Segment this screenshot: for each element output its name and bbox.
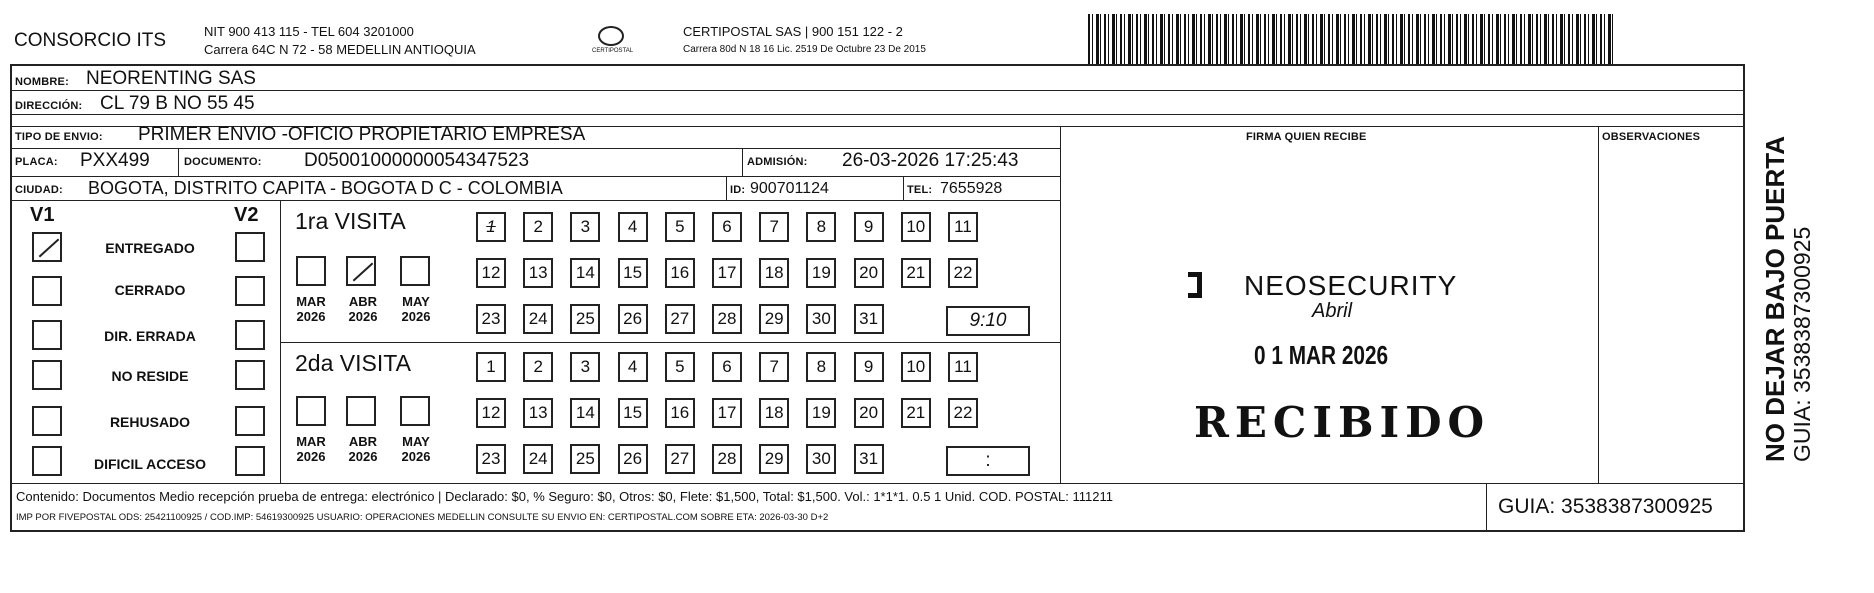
documento-value: D05001000000054347523 <box>304 150 530 171</box>
segunda-visita-day-10[interactable]: 10 <box>901 352 931 382</box>
nit-line: NIT 900 413 115 - TEL 604 3201000 <box>204 24 414 39</box>
primera-visita-day-2[interactable]: 2 <box>523 212 553 242</box>
primera-visita-day-13[interactable]: 13 <box>523 258 553 288</box>
v2-mes-mar: MAR 2026 <box>296 434 326 464</box>
ciudad-label: CIUDAD: <box>15 184 63 196</box>
primera-visita-day-8[interactable]: 8 <box>806 212 836 242</box>
certipostal-line: CERTIPOSTAL SAS | 900 151 122 - 2 <box>683 24 903 39</box>
segunda-visita-day-21[interactable]: 21 <box>901 398 931 428</box>
status-dir-errada: DIR. ERRADA <box>104 328 196 344</box>
segunda-visita-day-12[interactable]: 12 <box>476 398 506 428</box>
segunda-visita-title: 2da VISITA <box>295 350 411 376</box>
segunda-visita-day-29[interactable]: 29 <box>759 444 789 474</box>
segunda-visita-hora[interactable]: : <box>946 446 1030 476</box>
nombre-label: NOMBRE: <box>15 76 69 88</box>
primera-visita-day-26[interactable]: 26 <box>618 304 648 334</box>
license-line: Carrera 80d N 18 16 Lic. 2519 De Octubre 23 De 2015 <box>683 44 926 55</box>
v2-mes-abr: ABR 2026 <box>348 434 378 464</box>
v1-dir-errada-checkbox[interactable] <box>32 320 62 350</box>
status-cerrado: CERRADO <box>114 282 186 298</box>
primera-visita-title: 1ra VISITA <box>295 208 406 234</box>
segunda-visita-day-16[interactable]: 16 <box>665 398 695 428</box>
stamp-handwritten: Abril <box>1312 300 1353 322</box>
primera-visita-day-24[interactable]: 24 <box>523 304 553 334</box>
primera-visita-day-3[interactable]: 3 <box>570 212 600 242</box>
segunda-visita-day-8[interactable]: 8 <box>806 352 836 382</box>
segunda-visita-day-3[interactable]: 3 <box>570 352 600 382</box>
primera-visita-day-15[interactable]: 15 <box>618 258 648 288</box>
segunda-visita-day-13[interactable]: 13 <box>523 398 553 428</box>
segunda-visita-day-22[interactable]: 22 <box>948 398 978 428</box>
tipo-envio-label: TIPO DE ENVIO: <box>15 131 103 143</box>
segunda-visita-day-1[interactable]: 1 <box>476 352 506 382</box>
v2-mes-may-checkbox[interactable] <box>400 396 430 426</box>
v1-mes-mar: MAR 2026 <box>296 294 326 324</box>
segunda-visita-day-9[interactable]: 9 <box>854 352 884 382</box>
segunda-visita-day-17[interactable]: 17 <box>712 398 742 428</box>
footer-guia: GUIA: 3538387300925 <box>1498 495 1713 518</box>
segunda-visita-day-27[interactable]: 27 <box>665 444 695 474</box>
v1-mes-may: MAY 2026 <box>401 294 431 324</box>
segunda-visita-day-4[interactable]: 4 <box>618 352 648 382</box>
v2-rehusado-checkbox[interactable] <box>235 406 265 436</box>
primera-visita-day-16[interactable]: 16 <box>665 258 695 288</box>
stamp-company: NEOSECURITY <box>1244 270 1458 301</box>
columna-firma: FIRMA QUIEN RECIBE <box>1246 131 1367 143</box>
segunda-visita-day-26[interactable]: 26 <box>618 444 648 474</box>
company-name: CONSORCIO ITS <box>14 30 167 51</box>
primera-visita-day-31[interactable]: 31 <box>854 304 884 334</box>
v1-mes-may-checkbox[interactable] <box>400 256 430 286</box>
segunda-visita-day-19[interactable]: 19 <box>806 398 836 428</box>
columna-observaciones: OBSERVACIONES <box>1602 131 1701 143</box>
v1-dificil-acceso-checkbox[interactable] <box>32 446 62 476</box>
segunda-visita-day-11[interactable]: 11 <box>948 352 978 382</box>
status-no-reside: NO RESIDE <box>111 368 189 384</box>
v1-mes-abr: ABR 2026 <box>348 294 378 324</box>
segunda-visita-day-7[interactable]: 7 <box>759 352 789 382</box>
primera-visita-day-29[interactable]: 29 <box>759 304 789 334</box>
segunda-visita-day-14[interactable]: 14 <box>570 398 600 428</box>
direccion-value: CL 79 B NO 55 45 <box>100 93 255 114</box>
v2-cerrado-checkbox[interactable] <box>235 276 265 306</box>
primera-visita-day-22[interactable]: 22 <box>948 258 978 288</box>
tel-value: 7655928 <box>940 180 1003 197</box>
primera-visita-day-7[interactable]: 7 <box>759 212 789 242</box>
footer-imp: IMP POR FIVEPOSTAL ODS: 25421100925 / COD.IMP: 54619300925 USUARIO: OPERACIONES MEDELLIN CONSULTE SU ENVIO EN: CERTIPOSTAL.COM SOBRE ETA: 2026-03-30 D+2 <box>16 512 829 523</box>
v2-dificil-acceso-checkbox[interactable] <box>235 446 265 476</box>
primera-visita-day-23[interactable]: 23 <box>476 304 506 334</box>
placa-value: PXX499 <box>80 150 150 171</box>
v1-label: V1 <box>30 204 55 226</box>
stamp-recibido: RECIBIDO <box>1194 398 1491 447</box>
segunda-visita-day-25[interactable]: 25 <box>570 444 600 474</box>
status-entregado: ENTREGADO <box>105 240 195 256</box>
segunda-visita-day-15[interactable]: 15 <box>618 398 648 428</box>
nombre-value: NEORENTING SAS <box>86 68 256 89</box>
primera-visita-day-30[interactable]: 30 <box>806 304 836 334</box>
primera-visita-day-27[interactable]: 27 <box>665 304 695 334</box>
status-rehusado: REHUSADO <box>109 414 191 430</box>
v2-no-reside-checkbox[interactable] <box>235 360 265 390</box>
admision-value: 26-03-2026 17:25:43 <box>842 150 1019 171</box>
stamp-date: 0 1 MAR 2026 <box>1254 340 1389 370</box>
primera-visita-day-20[interactable]: 20 <box>854 258 884 288</box>
segunda-visita-day-23[interactable]: 23 <box>476 444 506 474</box>
segunda-visita-day-24[interactable]: 24 <box>523 444 553 474</box>
v2-dir-errada-checkbox[interactable] <box>235 320 265 350</box>
primera-visita-day-19[interactable]: 19 <box>806 258 836 288</box>
primera-visita-day-28[interactable]: 28 <box>712 304 742 334</box>
v1-mes-mar-checkbox[interactable] <box>296 256 326 286</box>
stamp-bracket-icon <box>1188 272 1202 298</box>
v2-mes-abr-checkbox[interactable] <box>346 396 376 426</box>
documento-label: DOCUMENTO: <box>184 156 262 168</box>
tipo-envio-value: PRIMER ENVIO -OFICIO PROPIETARIO EMPRESA <box>138 124 586 145</box>
segunda-visita-day-2[interactable]: 2 <box>523 352 553 382</box>
v1-mes-abr-checkbox[interactable] <box>346 256 376 286</box>
primera-visita-day-17[interactable]: 17 <box>712 258 742 288</box>
segunda-visita-day-5[interactable]: 5 <box>665 352 695 382</box>
segunda-visita-day-18[interactable]: 18 <box>759 398 789 428</box>
side-warning <box>1760 82 1816 462</box>
logo-caption: CERTIPOSTAL <box>592 48 634 54</box>
segunda-visita-day-30[interactable]: 30 <box>806 444 836 474</box>
v1-entregado-checkbox[interactable] <box>32 232 62 262</box>
id-value: 900701124 <box>750 180 829 197</box>
segunda-visita-day-6[interactable]: 6 <box>712 352 742 382</box>
primera-visita-day-9[interactable]: 9 <box>854 212 884 242</box>
primera-visita-day-10[interactable]: 10 <box>901 212 931 242</box>
v2-mes-mar-checkbox[interactable] <box>296 396 326 426</box>
barcode <box>1088 14 1616 64</box>
v1-rehusado-checkbox[interactable] <box>32 406 62 436</box>
tel-label: TEL: <box>907 184 933 196</box>
status-dificil-acceso: DIFICIL ACCESO <box>93 456 206 472</box>
primera-visita-day-1[interactable]: 1 <box>476 212 506 242</box>
ciudad-value: BOGOTA, DISTRITO CAPITA - BOGOTA D C - COLOMBIA <box>88 178 563 198</box>
primera-visita-day-14[interactable]: 14 <box>570 258 600 288</box>
address-line: Carrera 64C N 72 - 58 MEDELLIN ANTIOQUIA <box>204 42 476 57</box>
primera-visita-day-11[interactable]: 11 <box>948 212 978 242</box>
direccion-label: DIRECCIÓN: <box>15 100 83 112</box>
footer-contenido: Contenido: Documentos Medio recepción prueba de entrega: electrónico | Declarado: $0, % Seguro: $0, Otros: $0, Flete: $1,500, Total: $1,500. Vol.: 1*1*1. 0.5 1 Unid. COD. POSTAL: 111211 <box>16 489 1113 504</box>
primera-visita-day-6[interactable]: 6 <box>712 212 742 242</box>
side-no-dejar: NO DEJAR BAJO PUERTA <box>1760 135 1790 462</box>
primera-visita-day-18[interactable]: 18 <box>759 258 789 288</box>
segunda-visita-day-28[interactable]: 28 <box>712 444 742 474</box>
side-guia: GUIA: 3538387300925 <box>1789 226 1815 462</box>
v2-label: V2 <box>234 204 259 226</box>
segunda-visita-day-31[interactable]: 31 <box>854 444 884 474</box>
primera-visita-day-21[interactable]: 21 <box>901 258 931 288</box>
segunda-visita-day-20[interactable]: 20 <box>854 398 884 428</box>
id-label: ID: <box>730 184 746 196</box>
v1-cerrado-checkbox[interactable] <box>32 276 62 306</box>
placa-label: PLACA: <box>15 156 58 168</box>
primera-visita-hora[interactable]: 9:10 <box>946 306 1030 336</box>
v2-entregado-checkbox[interactable] <box>235 232 265 262</box>
admision-label: ADMISIÓN: <box>747 156 808 168</box>
primera-visita-day-4[interactable]: 4 <box>618 212 648 242</box>
v2-mes-may: MAY 2026 <box>401 434 431 464</box>
primera-visita-day-5[interactable]: 5 <box>665 212 695 242</box>
certipostal-logo-icon <box>598 26 624 46</box>
primera-visita-day-12[interactable]: 12 <box>476 258 506 288</box>
primera-visita-day-25[interactable]: 25 <box>570 304 600 334</box>
v1-no-reside-checkbox[interactable] <box>32 360 62 390</box>
